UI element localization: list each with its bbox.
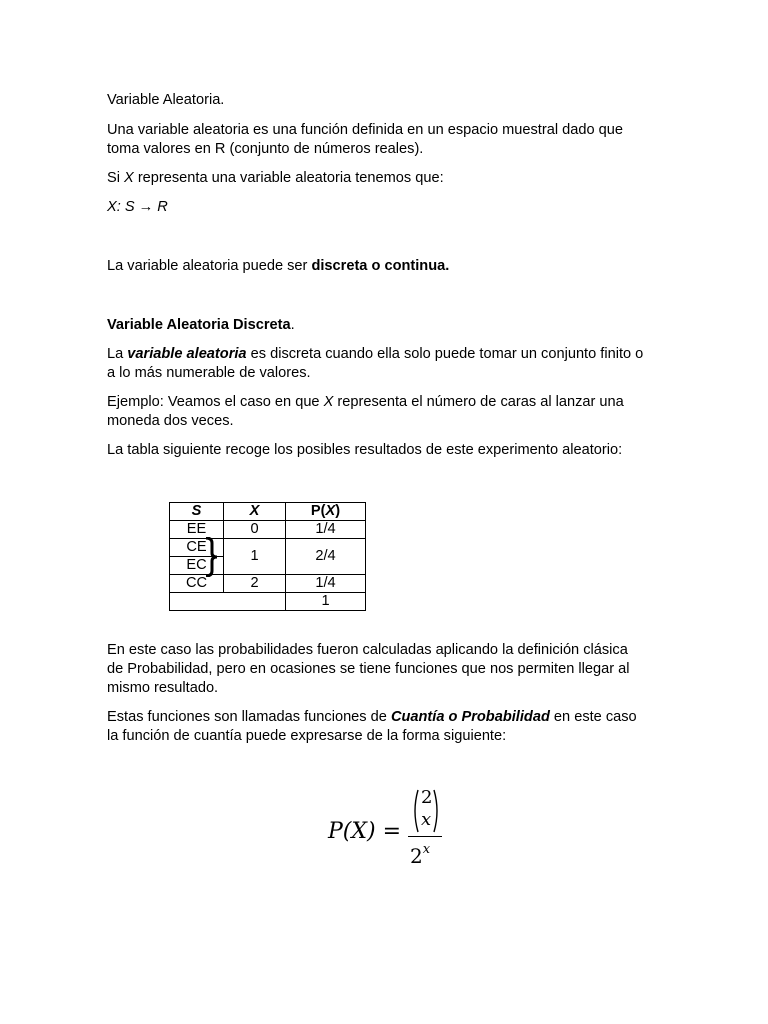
disc-bold: variable aleatoria	[127, 346, 247, 362]
cell-empty	[170, 593, 286, 611]
discreta-heading-text: Variable Aleatoria Discreta	[107, 317, 291, 333]
cell-x: 1	[224, 539, 286, 575]
si-var: X	[124, 170, 134, 186]
definition-line-1: Una variable aleatoria es una función definida en un espacio muestral dado que	[107, 122, 623, 138]
table-header-row	[170, 503, 366, 521]
discreta-heading-dot: .	[290, 317, 295, 333]
discreta-def-line-2: a lo más numerable de valores.	[107, 365, 311, 381]
ej-pre: Ejemplo: Veamos el caso en que	[107, 394, 324, 410]
definition-line-2: toma valores en R (conjunto de números reales).	[107, 141, 424, 157]
table-row	[170, 575, 366, 593]
map-var: X	[107, 199, 117, 215]
si-pre: Si	[107, 170, 125, 186]
si-x-paragraph	[107, 169, 667, 188]
cell-p: 1/4	[286, 575, 366, 593]
formula-fraction	[408, 788, 444, 868]
map-rest: : S → R	[116, 199, 168, 215]
header-x: X	[224, 503, 286, 521]
cell-s: EC	[170, 557, 224, 575]
disc-pre: La	[107, 346, 128, 362]
cell-x: 2	[224, 575, 286, 593]
table-row	[170, 521, 366, 539]
header-p: P(X)	[286, 503, 366, 521]
header-s: S	[170, 503, 224, 521]
clasica-line-2: de Probabilidad, pero en ocasiones se tiene funciones que nos permiten llegar al	[107, 661, 630, 677]
cell-s: EE	[170, 521, 224, 539]
fraction-bar	[408, 836, 442, 837]
tabla-intro: La tabla siguiente recoge los posibles resultados de este experimento aleatorio:	[107, 442, 623, 458]
funciones-line-2: la función de cuantía puede expresarse de la forma siguiente:	[107, 728, 507, 744]
funciones-bold: Cuantía o Probabilidad	[390, 709, 550, 725]
ejemplo-line-1	[107, 393, 667, 412]
funciones-post: en este caso	[549, 709, 637, 725]
cell-p: 1/4	[286, 521, 366, 539]
cell-s: CC	[170, 575, 224, 593]
mapping-line	[107, 198, 667, 217]
tipo-bold: discreta o continua.	[311, 258, 450, 274]
funciones-line-1	[107, 708, 667, 727]
formula-denominator: 2$^x$	[410, 842, 431, 868]
binom-bottom: x	[421, 809, 432, 830]
clasica-line-1: En este caso las probabilidades fueron calculadas aplicando la definición clásica	[107, 642, 628, 658]
cell-x: 0	[224, 521, 286, 539]
right-brace-icon	[205, 537, 219, 577]
table-total-row	[170, 593, 366, 611]
binom-top: 2	[421, 787, 433, 808]
probability-table	[169, 502, 366, 611]
cell-p: 2/4	[286, 539, 366, 575]
funciones-pre: Estas funciones son llamadas funciones de	[107, 709, 391, 725]
probability-table-wrap	[169, 502, 366, 611]
ejemplo-line-2: moneda dos veces.	[107, 413, 234, 429]
si-post: representa una variable aleatoria tenemos que:	[133, 170, 444, 186]
disc-post: es discreta cuando ella solo puede tomar un conjunto finito o	[246, 346, 644, 362]
tipo-pre: La variable aleatoria puede ser	[107, 258, 312, 274]
cell-s: CE	[170, 539, 224, 557]
clasica-line-3: mismo resultado.	[107, 680, 219, 696]
discreta-def-line-1	[107, 345, 667, 364]
doc-title: Variable Aleatoria.	[107, 92, 225, 108]
cell-total: 1	[286, 593, 366, 611]
discreta-heading	[107, 316, 667, 335]
ej-post: representa el número de caras al lanzar una	[333, 394, 624, 410]
formula-lhs: P(X) =	[328, 819, 402, 844]
cuantia-formula	[328, 788, 448, 868]
tipo-paragraph	[107, 257, 667, 276]
ej-var: X	[323, 394, 334, 410]
table-row	[170, 539, 366, 557]
binomial-coefficient	[411, 788, 441, 832]
